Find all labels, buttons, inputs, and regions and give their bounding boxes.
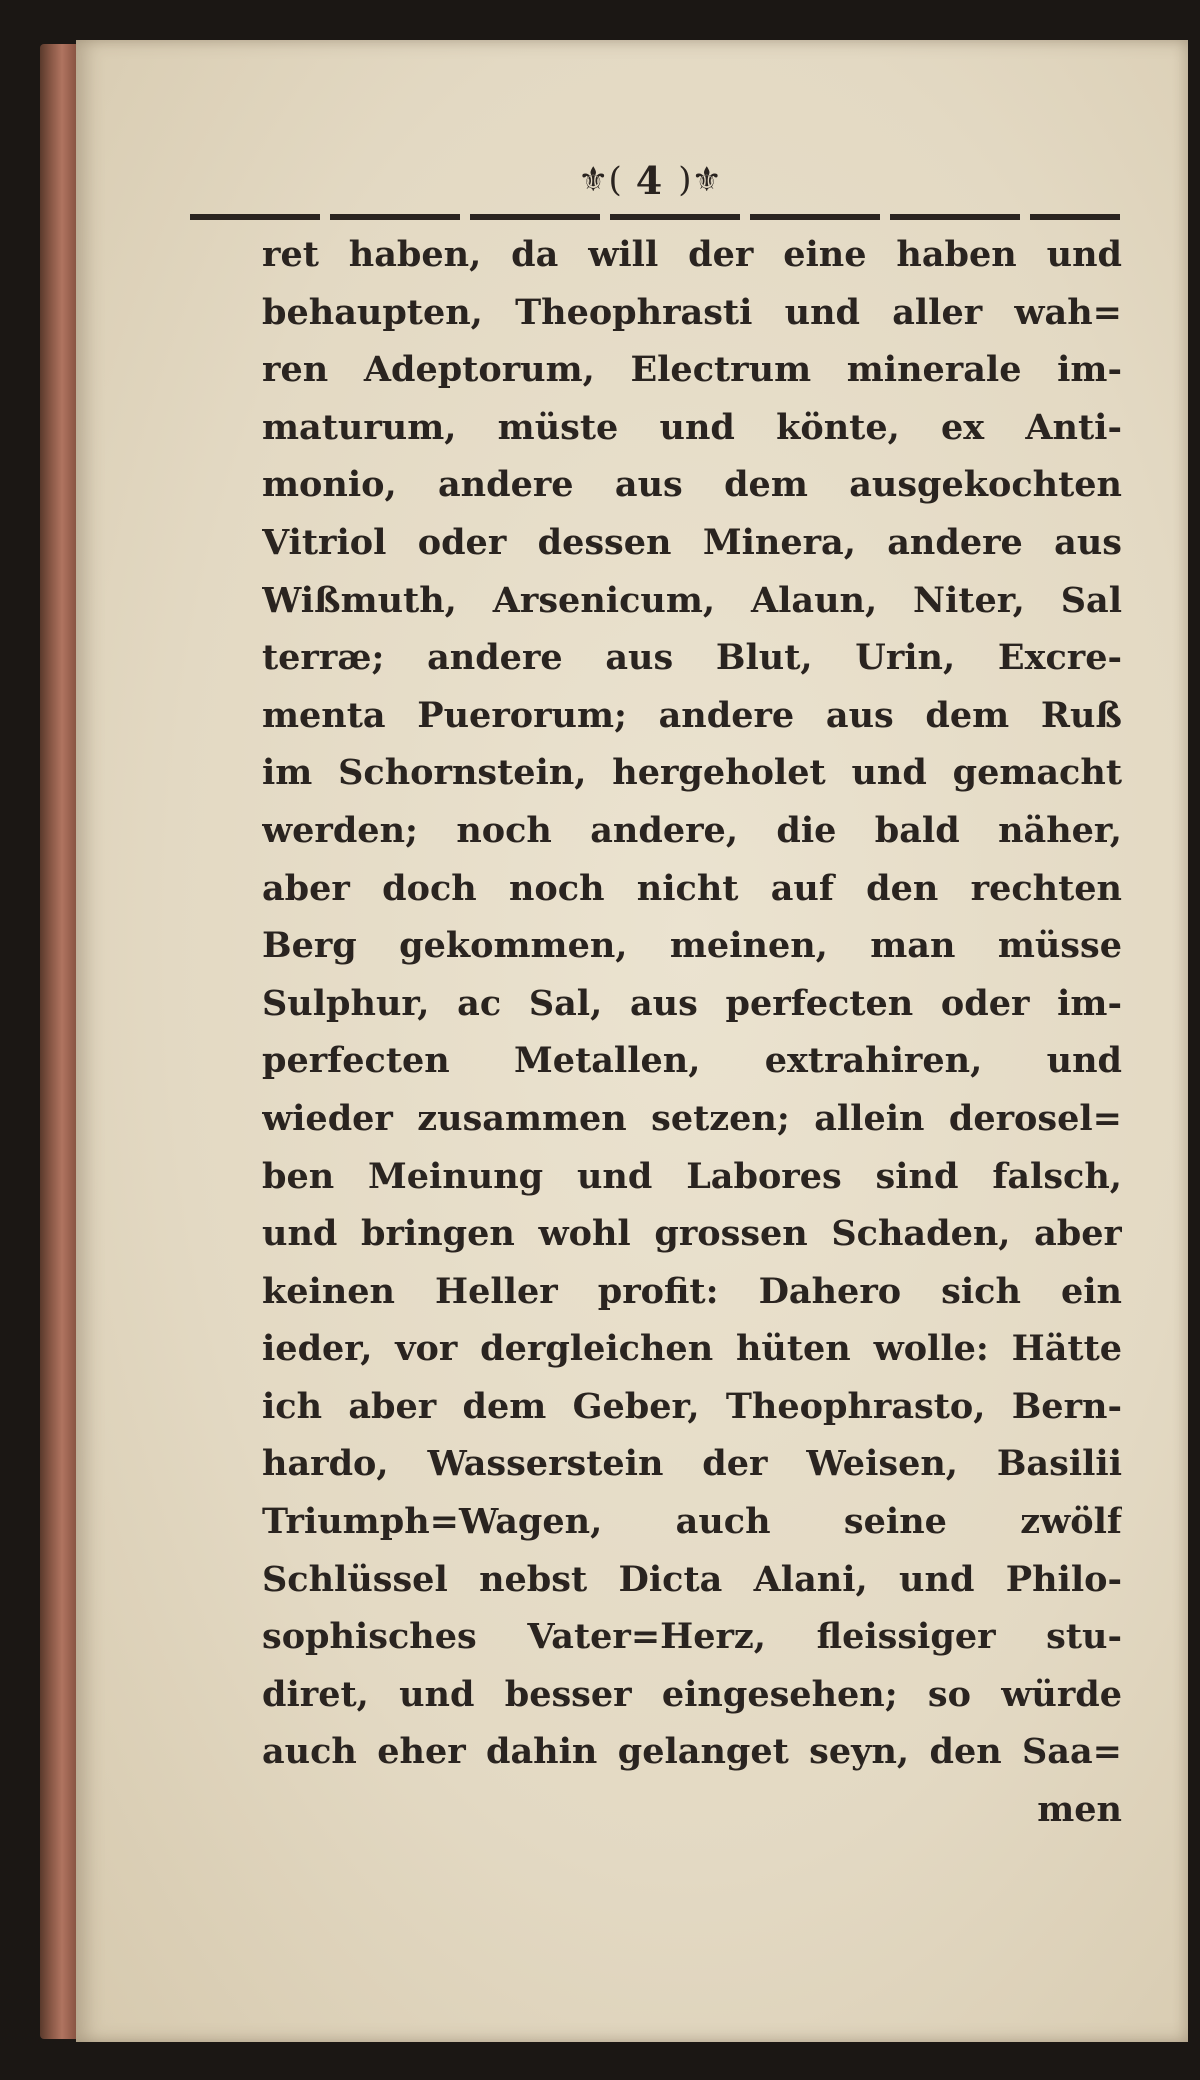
text-line: diret, und besser eingesehen; so würde [262,1673,1122,1715]
text-line: ben Meinung und Labores sind falsch, [262,1155,1122,1197]
text-line: auch eher dahin gelanget seyn, den Saa= [262,1731,1122,1773]
text-line: aber doch noch nicht auf den rechten [262,867,1122,909]
text-line: keinen Heller profit: Dahero sich ein [262,1270,1122,1312]
text-line: ret haben, da will der eine haben und [262,234,1122,275]
text-line: Schlüssel nebst Dicta Alani, und Philo- [262,1558,1122,1600]
text-line: maturum, müste und könte, ex Anti- [262,406,1122,448]
text-line: ich aber dem Geber, Theophrasto, Bern- [262,1385,1122,1427]
text-line: ren Adeptorum, Electrum minerale im- [262,349,1122,391]
page-number: 4 [635,157,665,203]
text-line: terræ; andere aus Blut, Urin, Excre- [262,637,1122,679]
text-line: Triumph=Wagen, auch seine zwölf [262,1501,1122,1543]
text-line: ieder, vor dergleichen hüten wolle: Hätte [262,1328,1122,1370]
text-line: Wißmuth, Arsenicum, Alaun, Niter, Sal [262,579,1122,621]
left-ornament: ⚜( [578,160,622,200]
text-line: hardo, Wasserstein der Weisen, Basilii [262,1443,1122,1485]
text-line: behaupten, Theophrasti und aller wah= [262,291,1122,333]
body-text [262,226,1122,1839]
header-rule [190,214,1120,220]
text-line: wieder zusammen setzen; allein derosel= [262,1097,1122,1139]
text-line: werden; noch andere, die bald näher, [262,809,1122,851]
text-line: Sulphur, ac Sal, aus perfecten oder im- [262,982,1122,1024]
catchword: men [1037,1789,1122,1831]
text-line: Vitriol oder dessen Minera, andere aus [262,521,1122,563]
book-edge [40,44,80,2039]
text-line: sophisches Vater=Herz, fleissiger stu- [262,1616,1122,1658]
text-line: Berg gekommen, meinen, man müsse [262,925,1122,967]
right-ornament: )⚜ [678,160,722,200]
text-line: im Schornstein, hergeholet und gemacht [262,752,1122,794]
text-line: menta Puerorum; andere aus dem Ruß [262,694,1122,736]
text-line: und bringen wohl grossen Schaden, aber [262,1213,1122,1255]
text-line: monio, andere aus dem ausgekochten [262,464,1122,506]
text-line: perfecten Metallen, extrahiren, und [262,1040,1122,1082]
running-header [180,150,1120,210]
